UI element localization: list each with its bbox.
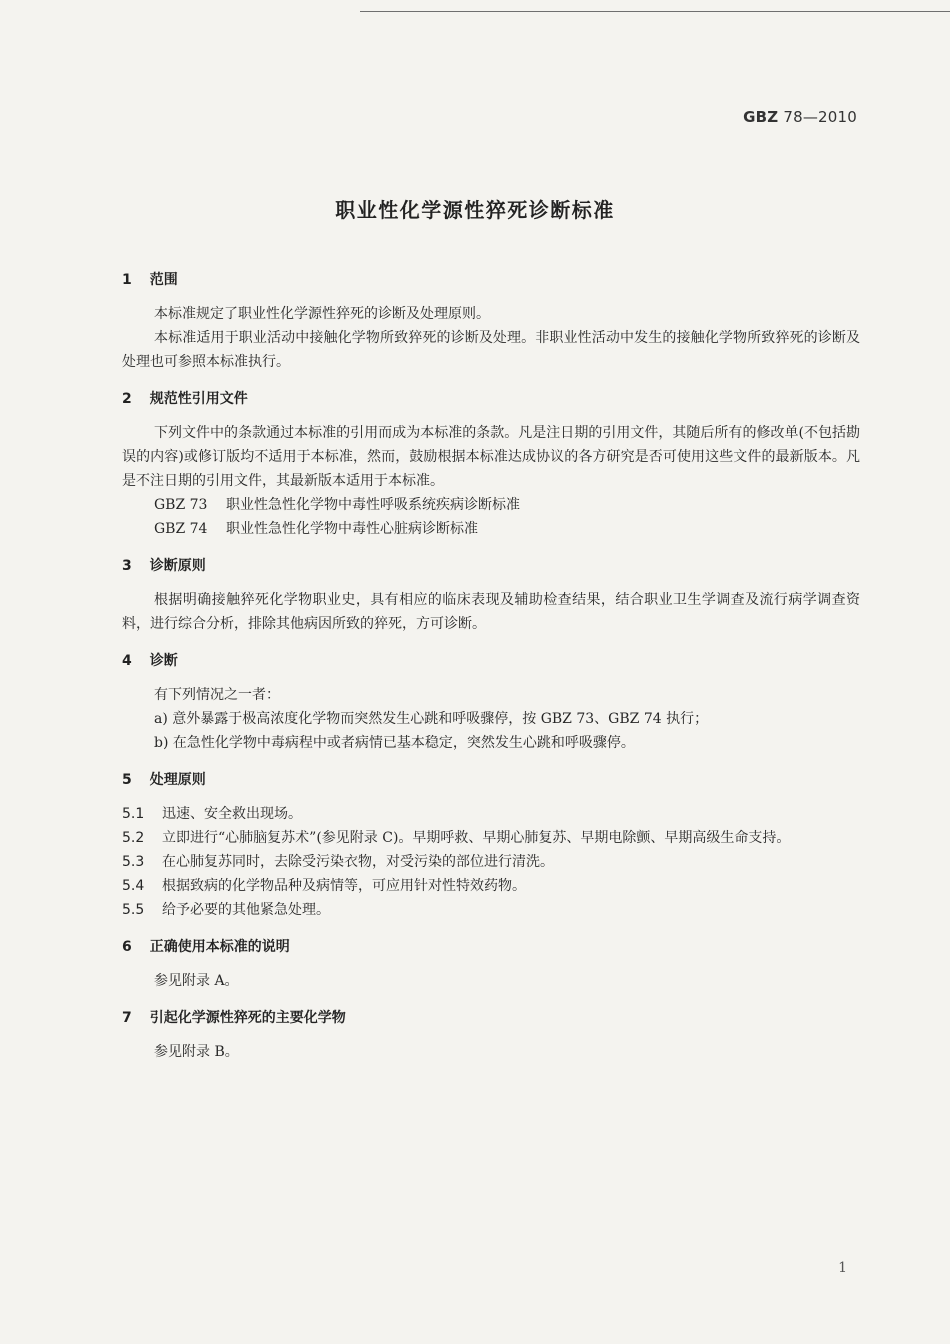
section-number: 3 xyxy=(122,558,132,574)
section-title: 诊断原则 xyxy=(149,558,206,574)
section-3-heading xyxy=(122,554,860,578)
subsection-5-1 xyxy=(122,802,860,826)
section-title: 诊断 xyxy=(149,653,178,669)
header-rule xyxy=(360,11,950,12)
page-number: 1 xyxy=(838,1260,847,1276)
section-6-paragraph-1: 参见附录 A。 xyxy=(154,973,239,989)
section-4-intro: 有下列情况之一者： xyxy=(154,687,280,703)
section-1-heading xyxy=(122,268,860,292)
standard-code-prefix: GBZ xyxy=(743,108,779,126)
section-2-paragraph-1: 下列文件中的条款通过本标准的引用而成为本标准的条款。凡是注日期的引用文件，其随后所有的修改单(不包括勘误的内容)或修订版均不适用于本标准，然而，鼓励根据本标准达成协议的各方研究是否可使用这些文件的最新版本。凡是不注日期的引用文件，其最新版本适用于本标准。 xyxy=(122,425,860,489)
section-4-heading xyxy=(122,649,860,673)
section-title: 正确使用本标准的说明 xyxy=(149,939,290,955)
section-7-paragraph-1: 参见附录 B。 xyxy=(154,1044,239,1060)
subsection-5-2 xyxy=(122,826,860,850)
section-5-heading xyxy=(122,768,860,792)
subsection-5-4 xyxy=(122,874,860,898)
section-number: 7 xyxy=(122,1010,132,1026)
subsection-5-5 xyxy=(122,898,860,922)
section-6-heading xyxy=(122,935,860,959)
reference-item xyxy=(122,493,860,517)
reference-title: 职业性急性化学物中毒性呼吸系统疾病诊断标准 xyxy=(226,497,520,513)
reference-code: GBZ 74 xyxy=(154,521,208,537)
standard-code xyxy=(743,108,857,126)
subsection-text: 立即进行“心肺脑复苏术”(参见附录 C)。早期呼救、早期心肺复苏、早期电除颤、早期高级生命支持。 xyxy=(162,830,791,846)
list-item-b: b) 在急性化学物中毒病程中或者病情已基本稳定，突然发生心跳和呼吸骤停。 xyxy=(154,735,635,751)
subsection-number: 5.3 xyxy=(122,854,145,870)
subsection-text: 在心肺复苏同时，去除受污染衣物，对受污染的部位进行清洗。 xyxy=(162,854,554,870)
subsection-text: 给予必要的其他紧急处理。 xyxy=(162,902,330,918)
section-number: 4 xyxy=(122,653,132,669)
section-title: 规范性引用文件 xyxy=(149,391,248,407)
section-number: 6 xyxy=(122,939,132,955)
section-1-paragraph-1: 本标准规定了职业性化学源性猝死的诊断及处理原则。 xyxy=(154,306,490,322)
section-1-paragraph-2: 本标准适用于职业活动中接触化学物所致猝死的诊断及处理。非职业性活动中发生的接触化学物所致猝死的诊断及处理也可参照本标准执行。 xyxy=(122,330,860,370)
subsection-number: 5.5 xyxy=(122,902,145,918)
section-title: 处理原则 xyxy=(149,772,206,788)
subsection-5-3 xyxy=(122,850,860,874)
section-7-heading xyxy=(122,1006,860,1030)
subsection-number: 5.4 xyxy=(122,878,145,894)
section-number: 2 xyxy=(122,391,132,407)
section-number: 1 xyxy=(122,272,132,288)
subsection-number: 5.2 xyxy=(122,830,145,846)
subsection-text: 根据致病的化学物品种及病情等，可应用针对性特效药物。 xyxy=(162,878,526,894)
section-3-paragraph-1: 根据明确接触猝死化学物职业史，具有相应的临床表现及辅助检查结果，结合职业卫生学调查及流行病学调查资料，进行综合分析，排除其他病因所致的猝死，方可诊断。 xyxy=(122,592,860,632)
reference-title: 职业性急性化学物中毒性心脏病诊断标准 xyxy=(226,521,478,537)
document-title: 职业性化学源性猝死诊断标准 xyxy=(335,198,615,222)
reference-item xyxy=(122,517,860,541)
subsection-number: 5.1 xyxy=(122,806,145,822)
section-title: 引起化学源性猝死的主要化学物 xyxy=(149,1010,346,1026)
reference-code: GBZ 73 xyxy=(154,497,208,513)
section-2-heading xyxy=(122,387,860,411)
section-title: 范围 xyxy=(149,272,178,288)
document-body xyxy=(122,268,860,1064)
list-item-a: a) 意外暴露于极高浓度化学物而突然发生心跳和呼吸骤停，按 GBZ 73、GBZ 74 执行； xyxy=(154,711,709,727)
subsection-text: 迅速、安全救出现场。 xyxy=(162,806,302,822)
standard-code-number: 78—2010 xyxy=(783,108,857,126)
section-number: 5 xyxy=(122,772,132,788)
